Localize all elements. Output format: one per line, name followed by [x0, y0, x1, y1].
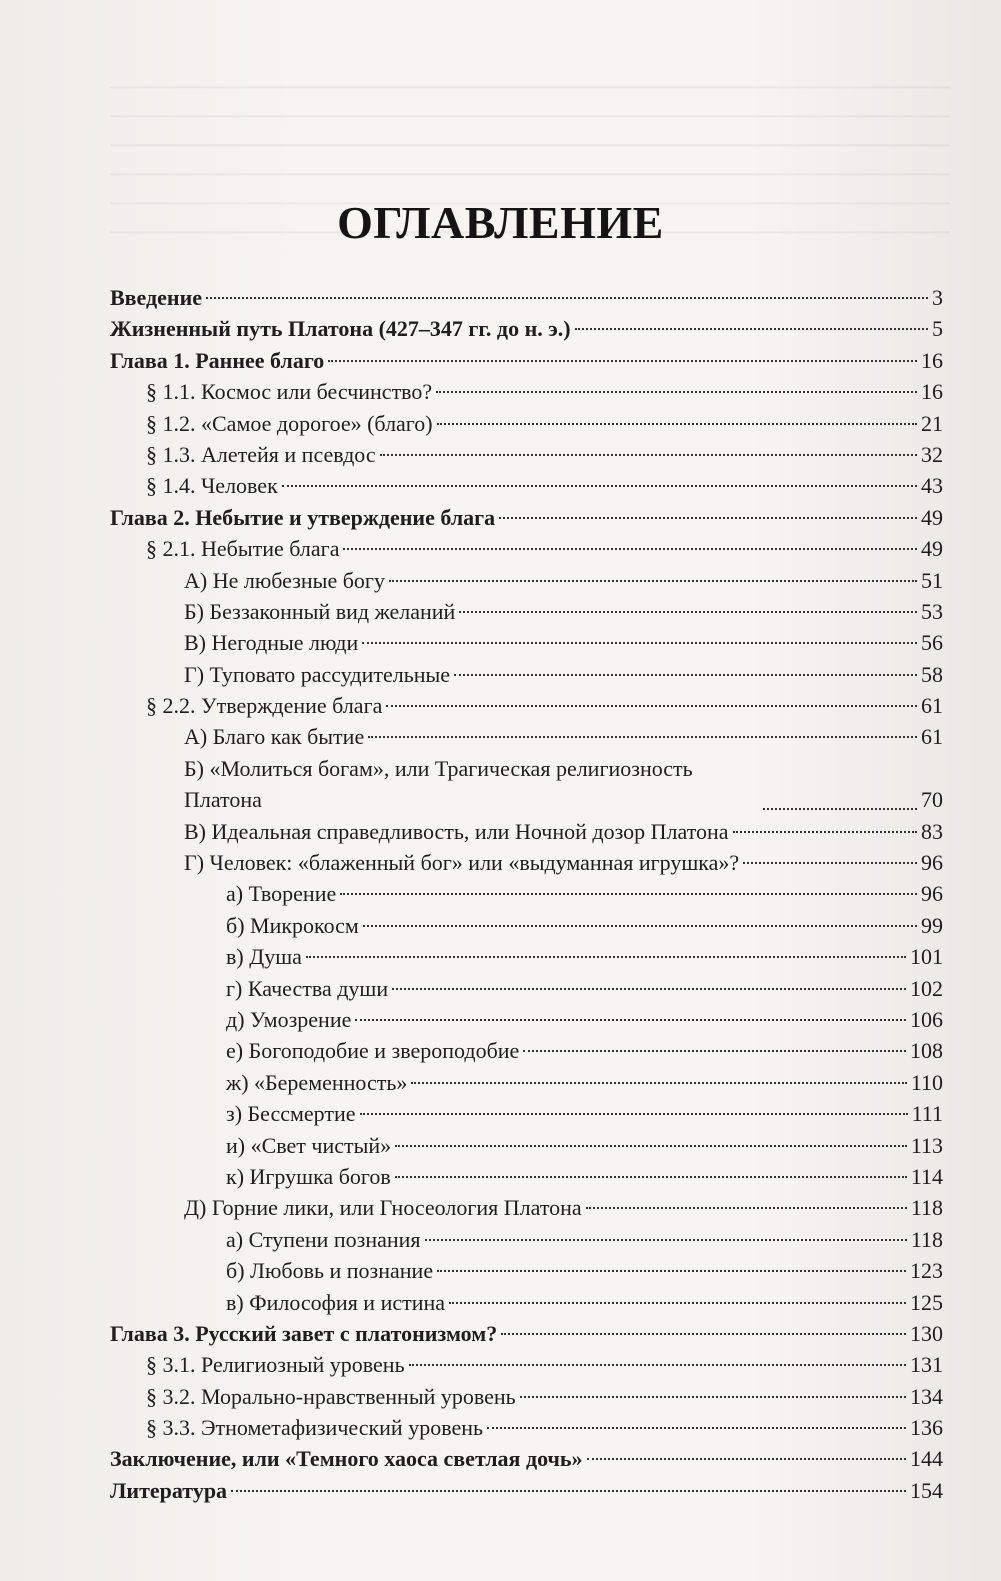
- toc-entry: [110, 313, 943, 344]
- toc-entry-page-number: 136: [910, 1415, 943, 1441]
- toc-entry-page-number: 61: [921, 724, 943, 750]
- dot-leader: [743, 861, 917, 864]
- toc-entry-page-number: 130: [910, 1320, 943, 1346]
- toc-entry-page-number: 101: [910, 944, 943, 970]
- dot-leader: [386, 704, 917, 707]
- toc-entry: [110, 408, 943, 439]
- dot-leader: [437, 422, 917, 425]
- toc-entry-page-number: 125: [910, 1289, 943, 1315]
- toc-entry-title: § 3.1. Религиозный уровень: [146, 1352, 405, 1378]
- toc-entry-title: ж) «Беременность»: [226, 1069, 408, 1095]
- toc-entry: [110, 878, 943, 909]
- toc-entry-page-number: 49: [921, 536, 943, 562]
- toc-entry-page-number: 61: [921, 693, 943, 719]
- toc-entry: [110, 910, 943, 941]
- toc-entry-title: Б) «Молиться богам», или Трагическая религиозность Платона: [184, 755, 693, 813]
- toc-entry-page-number: 99: [921, 912, 943, 938]
- dot-leader: [586, 1206, 907, 1209]
- dot-leader: [363, 924, 917, 927]
- dot-leader: [231, 1489, 906, 1492]
- toc-entry: [110, 1192, 943, 1223]
- toc-entry: [110, 721, 943, 752]
- dot-leader: [343, 547, 917, 550]
- toc-entry: [110, 1255, 943, 1286]
- toc-entry-page-number: 102: [910, 975, 943, 1001]
- dot-leader: [411, 1081, 906, 1084]
- toc-entry-page-number: 58: [921, 661, 943, 687]
- toc-entry-title: Заключение, или «Темного хаоса светлая дочь»: [110, 1446, 583, 1472]
- toc-entry: [110, 376, 943, 407]
- toc-entry-page-number: 110: [910, 1069, 943, 1095]
- toc-entry-page-number: 118: [910, 1226, 943, 1252]
- toc-entry-title: § 3.3. Этнометафизический уровень: [146, 1415, 484, 1441]
- toc-entry-title: а) Творение: [226, 881, 337, 907]
- toc-entry: [110, 627, 943, 658]
- toc-entry-page-number: 114: [910, 1163, 943, 1189]
- dot-leader: [392, 987, 906, 990]
- toc-entry: [110, 1004, 943, 1035]
- toc-entry: [110, 941, 943, 972]
- toc-entry-page-number: 3: [932, 285, 943, 310]
- toc-entry-page-number: 51: [921, 567, 943, 593]
- toc-entry: [110, 439, 943, 470]
- toc-entry: [110, 1130, 943, 1161]
- dot-leader: [575, 327, 928, 330]
- toc-entry-title: Б) Беззаконный вид желаний: [184, 598, 456, 624]
- toc-entry-page-number: 53: [921, 598, 943, 624]
- toc-entry-title: § 1.2. «Самое дорогое» (благо): [146, 410, 433, 436]
- dot-leader: [360, 1112, 908, 1115]
- toc-entry: [110, 690, 943, 721]
- toc-entry-page-number: 83: [921, 818, 943, 844]
- toc-entry-title: § 2.2. Утверждение блага: [146, 693, 383, 719]
- toc-entry-page-number: 131: [910, 1352, 943, 1378]
- toc-entry-page-number: 118: [910, 1195, 943, 1221]
- toc-entry-title: в) Душа: [226, 944, 302, 970]
- toc-entry: [110, 973, 943, 1004]
- toc-entry: [110, 659, 943, 690]
- toc-entry-page-number: 96: [921, 850, 943, 876]
- toc-entry-title: В) Идеальная справедливость, или Ночной дозор Платона: [184, 818, 729, 844]
- toc-entry-page-number: 134: [910, 1383, 943, 1409]
- dot-leader: [380, 453, 917, 456]
- toc-entry-page-number: 49: [921, 504, 943, 530]
- dot-leader: [425, 1238, 907, 1241]
- toc-entry-title: Г) Человек: «блаженный бог» или «выдуманная игрушка»?: [184, 850, 740, 876]
- dot-leader: [306, 955, 906, 958]
- toc-entry: [110, 1161, 943, 1192]
- toc-entry-title: Д) Горние лики, или Гносеология Платона: [184, 1195, 582, 1221]
- toc-entry-page-number: 70: [921, 787, 943, 813]
- dot-leader: [368, 735, 917, 738]
- toc-entry-title: Глава 1. Раннее благо: [110, 347, 325, 373]
- toc-entry-title: § 1.1. Космос или бесчинство?: [146, 379, 433, 405]
- toc-entry: [110, 1443, 943, 1474]
- dot-leader: [523, 1049, 906, 1052]
- dot-leader: [487, 1426, 906, 1429]
- dot-leader: [206, 296, 928, 299]
- dot-leader: [355, 1018, 906, 1021]
- toc-entry: [110, 533, 943, 564]
- toc-entry: [110, 282, 943, 313]
- toc-entry: [110, 1475, 943, 1506]
- dot-leader: [340, 892, 917, 895]
- toc-entry-page-number: 32: [921, 441, 943, 467]
- toc-entry: [110, 847, 943, 878]
- toc-entry-page-number: 144: [910, 1446, 943, 1472]
- dot-leader: [763, 807, 917, 810]
- toc-entry-title: е) Богоподобие и звероподобие: [226, 1038, 520, 1064]
- dot-leader: [282, 484, 917, 487]
- dot-leader: [389, 579, 917, 582]
- toc-entry-title: б) Микрокосм: [226, 912, 359, 938]
- toc-entry-page-number: 154: [910, 1477, 943, 1503]
- dot-leader: [328, 359, 917, 362]
- dot-leader: [587, 1457, 906, 1460]
- toc-entry-title: § 2.1. Небытие блага: [146, 536, 340, 562]
- toc-entry-page-number: 108: [910, 1038, 943, 1064]
- toc-entry-title: Жизненный путь Платона (427–347 гг. до н. э.): [110, 316, 571, 342]
- toc-entry-page-number: 56: [921, 630, 943, 656]
- toc-entry-page-number: 16: [921, 347, 943, 373]
- toc-entry: [110, 1067, 943, 1098]
- dot-leader: [459, 610, 917, 613]
- toc-entry-page-number: 123: [910, 1258, 943, 1284]
- dot-leader: [395, 1175, 907, 1178]
- dot-leader: [362, 641, 917, 644]
- toc-entry-title: Глава 3. Русский завет с платонизмом?: [110, 1320, 498, 1346]
- toc-entry: [110, 502, 943, 533]
- toc-entry-title: д) Умозрение: [226, 1007, 352, 1032]
- dot-leader: [449, 1301, 906, 1304]
- toc-entry: [110, 816, 943, 847]
- toc-entry-page-number: 111: [911, 1101, 943, 1127]
- toc-entry: [110, 1412, 943, 1443]
- toc-entry-title: з) Бессмертие: [226, 1101, 356, 1127]
- dot-leader: [437, 1269, 906, 1272]
- toc-entry: [110, 470, 943, 501]
- toc-entry-title: Г) Туповато рассудительные: [184, 661, 451, 687]
- dot-leader: [733, 830, 917, 833]
- toc-entry-title: § 1.4. Человек: [146, 473, 278, 499]
- toc-entry: [110, 1035, 943, 1066]
- toc-entry-title: § 3.2. Морально-нравственный уровень: [146, 1383, 516, 1409]
- toc-entry-title: А) Благо как бытие: [184, 724, 365, 750]
- toc-entry-title: § 1.3. Алетейя и псевдос: [146, 441, 376, 467]
- toc-entry-title: Глава 2. Небытие и утверждение блага: [110, 504, 496, 530]
- toc-entry: [110, 1349, 943, 1380]
- toc-entry-title: и) «Свет чистый»: [226, 1132, 392, 1158]
- dot-leader: [395, 1144, 907, 1147]
- toc-entry: [110, 1224, 943, 1255]
- toc-entry: [110, 753, 943, 816]
- toc-entry-page-number: 21: [921, 410, 943, 436]
- toc-entry-title: в) Философия и истина: [226, 1289, 446, 1315]
- toc-entry-page-number: 113: [910, 1132, 943, 1158]
- toc-entry: [110, 1381, 943, 1412]
- toc-entry-title: б) Любовь и познание: [226, 1258, 434, 1284]
- toc-entry-title: г) Качества души: [226, 975, 389, 1001]
- toc-entry-page-number: 106: [910, 1007, 943, 1032]
- toc-entry-title: к) Игрушка богов: [226, 1163, 391, 1189]
- toc-entry-title: В) Негодные люди: [184, 630, 359, 656]
- toc-entry: [110, 345, 943, 376]
- dot-leader: [436, 390, 917, 393]
- toc-entry-title: а) Ступени познания: [226, 1226, 421, 1252]
- page-title: ОГЛАВЛЕНИЕ: [337, 197, 664, 248]
- toc-entry: [110, 1287, 943, 1318]
- table-of-contents: [110, 282, 943, 1506]
- toc-entry-page-number: 96: [921, 881, 943, 907]
- toc-entry-title: А) Не любезные богу: [184, 567, 385, 593]
- toc-entry: [110, 1098, 943, 1129]
- toc-entry: [110, 596, 943, 627]
- dot-leader: [454, 673, 917, 676]
- dot-leader: [499, 516, 917, 519]
- toc-entry-title: Литература: [110, 1477, 228, 1503]
- toc-entry-page-number: 16: [921, 379, 943, 405]
- toc-entry: [110, 565, 943, 596]
- dot-leader: [409, 1363, 906, 1366]
- toc-entry-page-number: 43: [921, 473, 943, 499]
- dot-leader: [501, 1332, 906, 1335]
- dot-leader: [520, 1395, 906, 1398]
- toc-entry: [110, 1318, 943, 1349]
- toc-entry-title: Введение: [110, 285, 203, 310]
- toc-entry-page-number: 5: [932, 316, 943, 342]
